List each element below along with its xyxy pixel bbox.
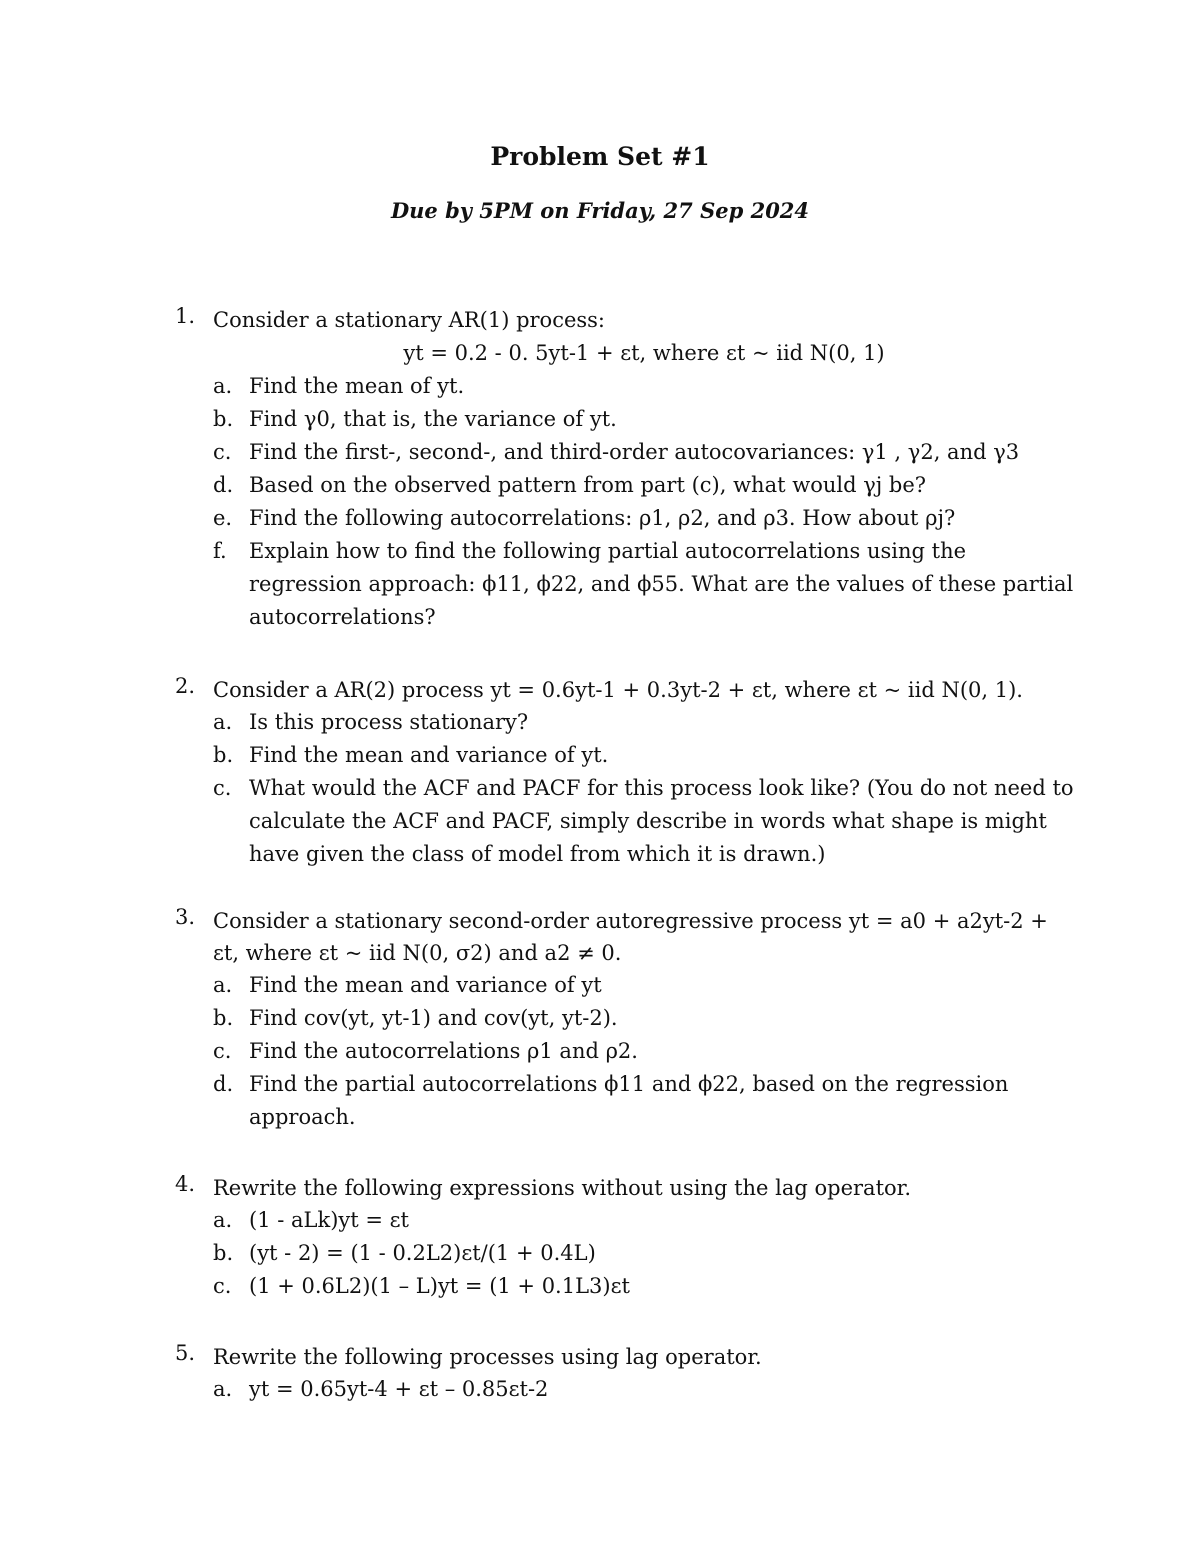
sub-question <box>213 969 1075 1002</box>
problem-text: Rewrite the following expressions without using the lag operator. <box>213 1176 912 1200</box>
sub-text: yt = 0.65yt-4 + εt – 0.85εt-2 <box>249 1377 549 1401</box>
sub-text: Explain how to find the following partial autocorrelations using the regression approach: ϕ11, ϕ22, and ϕ55. What are the values of these partial autocorrelations? <box>249 539 1074 629</box>
sub-label: a. <box>213 973 233 997</box>
sub-text: Find γ0, that is, the variance of yt. <box>249 407 617 431</box>
problem-number: 3. <box>175 905 196 929</box>
sub-question <box>213 1270 1075 1303</box>
sub-label: c. <box>213 1039 232 1063</box>
sub-text: Find the mean of yt. <box>249 374 465 398</box>
problem-text: Rewrite the following processes using lag operator. <box>213 1345 762 1369</box>
sub-question <box>213 772 1075 871</box>
sub-question <box>213 535 1075 634</box>
sub-question <box>213 1373 1075 1406</box>
sub-text: Find the mean and variance of yt <box>249 973 602 997</box>
problem-text: Consider a stationary second-order autoregressive process yt = a0 + a2yt-2 + εt, where εt ~ iid N(0, σ2) and a2 ≠ 0. <box>213 909 1048 965</box>
sub-question <box>213 469 1075 502</box>
problem-number: 2. <box>175 674 196 698</box>
sub-text: Find the partial autocorrelations ϕ11 and ϕ22, based on the regression approach. <box>249 1072 1009 1129</box>
problem-4 <box>175 1172 1075 1303</box>
problem-number: 5. <box>175 1341 196 1365</box>
problem-text: Consider a stationary AR(1) process: <box>213 308 606 332</box>
sub-text: (1 - aLk)yt = εt <box>249 1208 409 1232</box>
sub-text: What would the ACF and PACF for this process look like? (You do not need to calculate the ACF and PACF, simply describe in words what shape is might have given the class of model from which it is drawn.) <box>249 776 1074 866</box>
sub-label: a. <box>213 710 233 734</box>
sub-text: Is this process stationary? <box>249 710 529 734</box>
sub-question <box>213 706 1075 739</box>
sub-question <box>213 1002 1075 1035</box>
sub-question <box>213 739 1075 772</box>
sub-question <box>213 1035 1075 1068</box>
sub-text: (yt - 2) = (1 - 0.2L2)εt/(1 + 0.4L) <box>249 1241 596 1265</box>
sub-text: Find the first-, second-, and third-order autocovariances: γ1 , γ2, and γ3 <box>249 440 1020 464</box>
sub-label: b. <box>213 407 234 431</box>
sub-text: Find the mean and variance of yt. <box>249 743 609 767</box>
problem-number: 4. <box>175 1172 196 1196</box>
sub-question <box>213 502 1075 535</box>
problem-text: Consider a AR(2) process yt = 0.6yt-1 + 0.3yt-2 + εt, where εt ~ iid N(0, 1). <box>213 678 1023 702</box>
sub-label: a. <box>213 374 233 398</box>
sub-text: Find cov(yt, yt-1) and cov(yt, yt-2). <box>249 1006 618 1030</box>
sub-text: Find the following autocorrelations: ρ1, ρ2, and ρ3. How about ρj? <box>249 506 956 530</box>
sub-label: d. <box>213 473 234 497</box>
problem-number: 1. <box>175 304 196 328</box>
page-title: Problem Set #1 <box>490 142 710 171</box>
problem-5 <box>175 1341 1075 1406</box>
sub-question <box>213 1068 1075 1134</box>
sub-label: c. <box>213 440 232 464</box>
sub-label: d. <box>213 1072 234 1096</box>
sub-question <box>213 370 1075 403</box>
sub-label: a. <box>213 1377 233 1401</box>
sub-text: Based on the observed pattern from part (c), what would γj be? <box>249 473 927 497</box>
problem-2 <box>175 674 1075 871</box>
sub-label: f. <box>213 539 227 563</box>
sub-label: b. <box>213 1241 234 1265</box>
sub-question <box>213 436 1075 469</box>
sub-label: c. <box>213 776 232 800</box>
sub-text: (1 + 0.6L2)(1 – L)yt = (1 + 0.1L3)εt <box>249 1274 630 1298</box>
sub-question <box>213 403 1075 436</box>
sub-question <box>213 1237 1075 1270</box>
sub-label: c. <box>213 1274 232 1298</box>
sub-label: b. <box>213 743 234 767</box>
sub-label: e. <box>213 506 233 530</box>
problem-equation: yt = 0.2 - 0. 5yt-1 + εt, where εt ~ iid N(0, 1) <box>403 341 885 365</box>
sub-text: Find the autocorrelations ρ1 and ρ2. <box>249 1039 638 1063</box>
sub-label: a. <box>213 1208 233 1232</box>
due-date: Due by 5PM on Friday, 27 Sep 2024 <box>390 198 810 223</box>
problem-1 <box>175 304 1075 634</box>
sub-label: b. <box>213 1006 234 1030</box>
sub-question <box>213 1204 1075 1237</box>
problem-3 <box>175 905 1075 1134</box>
